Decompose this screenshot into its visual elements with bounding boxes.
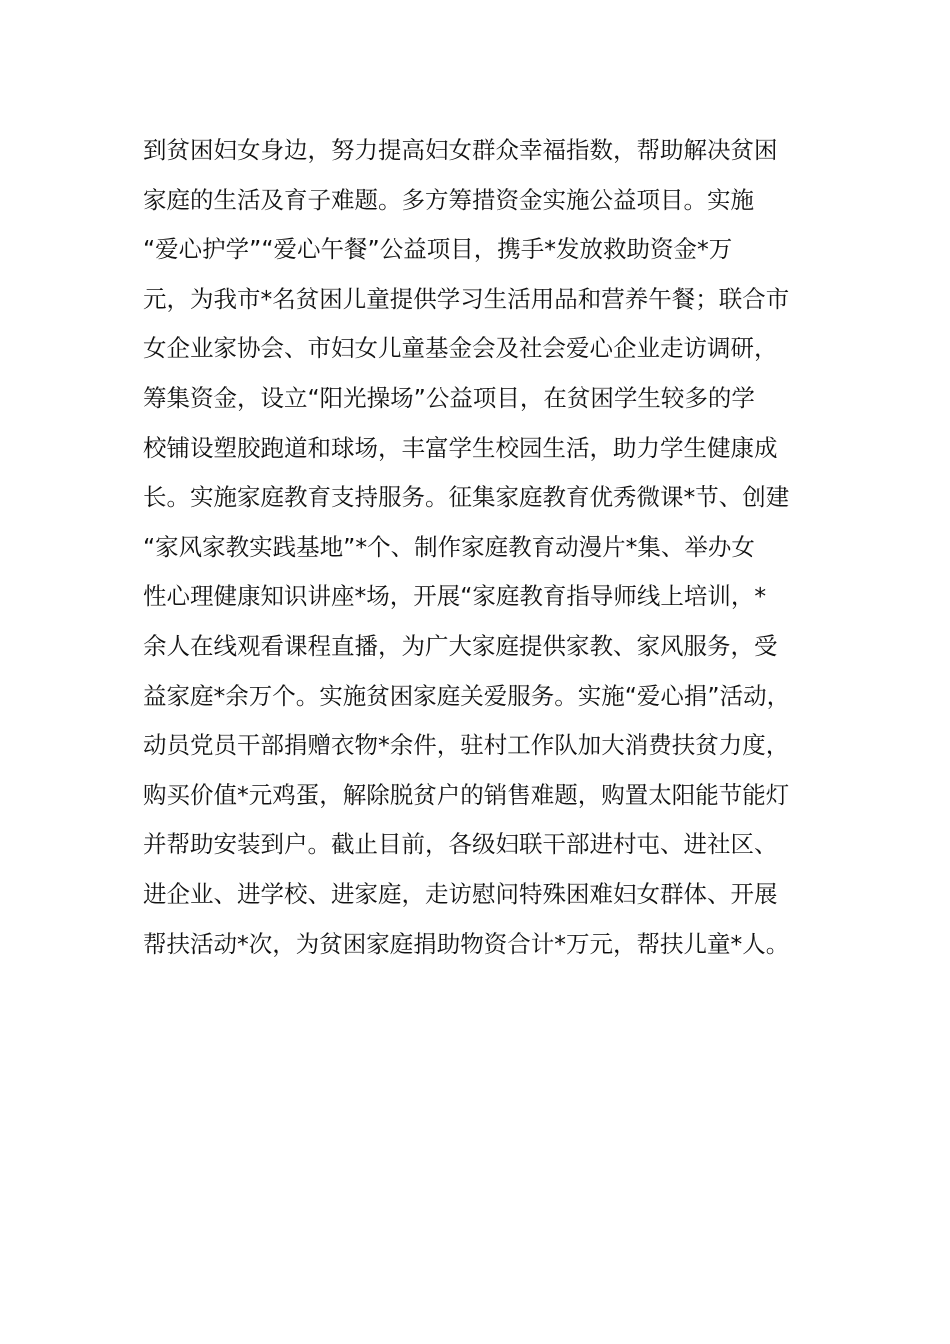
text-line: 到贫困妇女身边，努力提高妇女群众幸福指数，帮助解决贫困 — [143, 136, 778, 164]
text-line: 女企业家协会、市妇女儿童基金会及社会爱心企业走访调研， — [143, 334, 778, 363]
text-line: 帮扶活动*次，为贫困家庭捐助物资合计*万元，帮扶儿童*人。 — [143, 929, 790, 958]
text-line: 益家庭*余万个。实施贫困家庭关爱服务。实施“爱心捐”活动， — [143, 681, 791, 710]
text-line: 校铺设塑胶跑道和球场，丰富学生校园生活，助力学生健康成 — [143, 433, 778, 462]
text-line: 购买价值*元鸡蛋，解除脱贫户的销售难题，购置太阳能节能灯 — [143, 780, 790, 809]
text-line: “爱心护学”“爱心午餐”公益项目，携手*发放救助资金*万 — [143, 235, 733, 264]
text-line: 余人在线观看课程直播，为广大家庭提供家教、家风服务，受 — [143, 631, 778, 660]
text-line: “家风家教实践基地”*个、制作家庭教育动漫片*集、举办女 — [143, 532, 755, 561]
body-paragraph — [143, 126, 833, 969]
text-line: 性心理健康知识讲座*场，开展“家庭教育指导师线上培训，* — [143, 582, 767, 611]
text-line: 家庭的生活及育子难题。多方筹措资金实施公益项目。实施 — [143, 185, 754, 214]
text-line: 并帮助安装到户。截止目前，各级妇联干部进村屯、进社区、 — [143, 830, 778, 859]
text-line: 长。实施家庭教育支持服务。征集家庭教育优秀微课*节、创建 — [143, 483, 790, 512]
text-line: 元，为我市*名贫困儿童提供学习生活用品和营养午餐；联合市 — [143, 284, 790, 313]
text-line: 动员党员干部捐赠衣物*余件，驻村工作队加大消费扶贫力度， — [143, 731, 790, 760]
text-line: 进企业、进学校、进家庭，走访慰问特殊困难妇女群体、开展 — [143, 879, 778, 908]
text-line: 筹集资金，设立“阳光操场”公益项目，在贫困学生较多的学 — [143, 383, 755, 412]
